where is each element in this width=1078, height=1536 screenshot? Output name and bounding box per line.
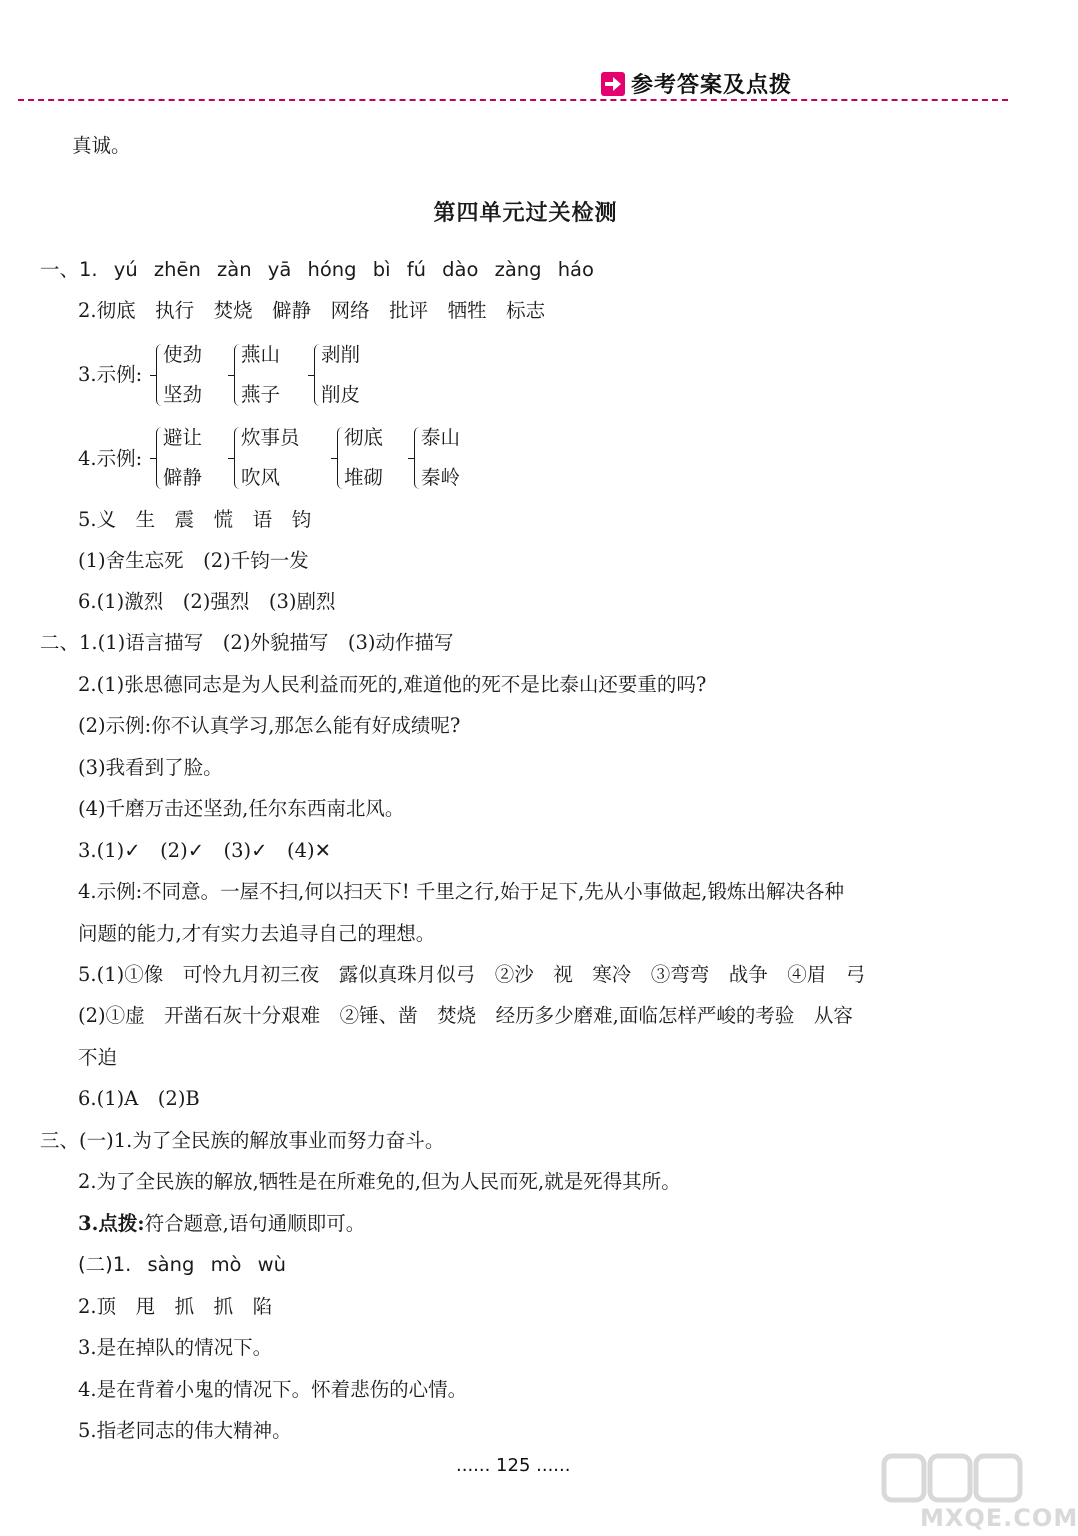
part3-q1: 三、(一)1.为了全民族的解放事业而努力奋斗。	[40, 1129, 445, 1152]
part2-q4a: 4.示例:不同意。一屋不扫,何以扫天下! 千里之行,始于足下,先从小事做起,锻炼出解决各种	[78, 880, 845, 903]
part1-q4-word: 僻静	[163, 466, 203, 489]
header-divider	[18, 99, 1008, 101]
part3-q2: 2.为了全民族的解放,牺牲是在所难免的,但为人民而死,就是死得其所。	[78, 1170, 681, 1193]
part1-q4-word: 秦岭	[421, 466, 461, 489]
part1-q4-word: 彻底	[344, 426, 384, 449]
part2-q5b: (2)①虚 开凿石灰十分艰难 ②锤、凿 焚烧 经历多少磨难,面临怎样严峻的考验 从容	[78, 1004, 853, 1027]
part1-q3-word: 削皮	[321, 383, 361, 406]
part3-q6: 3.是在掉队的情况下。	[78, 1336, 273, 1359]
part3-q8: 5.指老同志的伟大精神。	[78, 1419, 292, 1442]
part3-q5: 2.顶 甩 抓 抓 陷	[78, 1295, 273, 1318]
part2-q1: 二、1.(1)语言描写 (2)外貌描写 (3)动作描写	[40, 631, 454, 654]
part1-q3-word: 坚劲	[163, 383, 203, 406]
part2-q2d: (4)千磨万击还坚劲,任尔东西南北风。	[78, 797, 405, 820]
part3-q7: 4.是在背着小鬼的情况下。怀着悲伤的心情。	[78, 1378, 468, 1401]
section-title: 第四单元过关检测	[433, 201, 618, 226]
part2-q2b: (2)示例:你不认真学习,那怎么能有好成绩呢?	[78, 714, 461, 737]
part1-q5: 5.义 生 震 慌 语 钧	[78, 508, 312, 531]
part1-q4-word: 吹风	[241, 466, 281, 489]
hint-label: 3.点拨:	[78, 1212, 145, 1235]
part3-q4: (二)1. sàng mò wù	[78, 1253, 286, 1276]
part2-q5c: 不迫	[78, 1046, 118, 1069]
part1-q3-word: 剥削	[321, 343, 361, 366]
hint-text: 符合题意,语句通顺即可。	[144, 1212, 366, 1235]
intro-text: 真诚。	[72, 134, 131, 157]
part1-q4-word: 避让	[163, 426, 203, 449]
part1-q4-word: 炊事员	[241, 426, 300, 449]
part1-q3-word: 燕山	[241, 343, 281, 366]
part1-q2: 2.彻底 执行 焚烧 僻静 网络 批评 牺牲 标志	[78, 299, 546, 322]
part2-q2a: 2.(1)张思德同志是为人民利益而死的,难道他的死不是比泰山还要重的吗?	[78, 673, 707, 696]
part1-q3-word: 燕子	[241, 383, 281, 406]
header-title-text: 参考答案及点拨	[631, 73, 793, 98]
part2-q4b: 问题的能力,才有实力去追寻自己的理想。	[78, 922, 436, 945]
part1-q3-prefix: 3.示例:	[78, 363, 143, 386]
part2-q6: 6.(1)A (2)B	[78, 1087, 200, 1110]
part1-q1: 一、1. yú zhēn zàn yā hóng bì fú dào zàng háo	[40, 258, 594, 281]
part1-q4-word: 堆砌	[344, 466, 384, 489]
part1-q5b: (1)舍生忘死 (2)千钧一发	[78, 549, 309, 572]
part3-q3	[78, 1211, 365, 1237]
watermark-text: MXQE.COM	[920, 1504, 1078, 1532]
arrow-right-icon	[601, 72, 625, 96]
part2-q2c: (3)我看到了脸。	[78, 756, 223, 779]
header-title	[601, 68, 792, 99]
part1-q6: 6.(1)激烈 (2)强烈 (3)剧烈	[78, 590, 336, 613]
part1-q4-word: 泰山	[421, 426, 461, 449]
part1-q4-prefix: 4.示例:	[78, 447, 143, 470]
part2-q3: 3.(1)✓ (2)✓ (3)✓ (4)✕	[78, 839, 331, 862]
part2-q5a: 5.(1)①像 可怜九月初三夜 露似真珠月似弓 ②沙 视 寒冷 ③弯弯 战争 ④眉 弓	[78, 963, 866, 986]
page-number: ...... 125 ......	[456, 1455, 571, 1476]
part1-q3-word: 使劲	[163, 343, 203, 366]
